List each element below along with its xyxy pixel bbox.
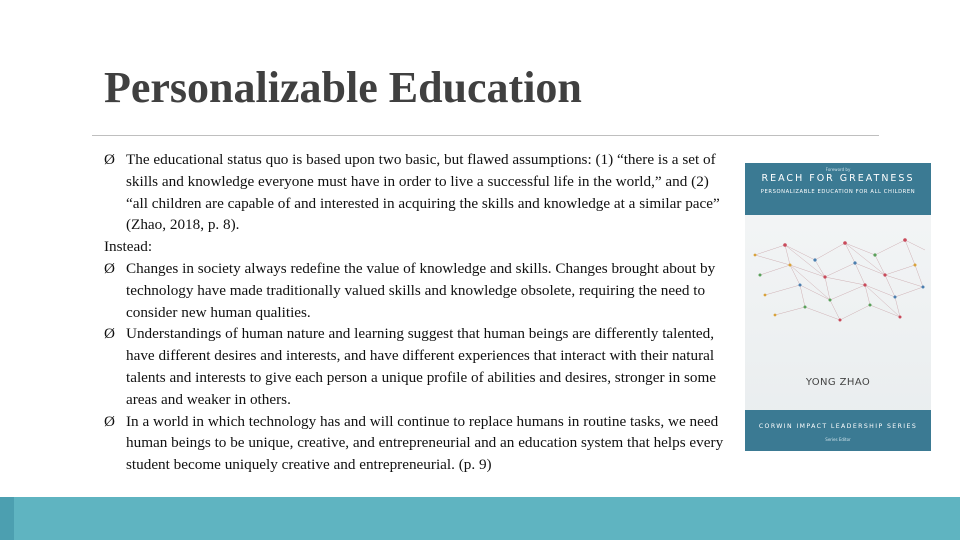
cover-author: YONG ZHAO bbox=[805, 377, 871, 388]
arrow-bullet-icon: Ø bbox=[104, 325, 115, 343]
title-divider bbox=[92, 135, 879, 136]
bullet-society-changes bbox=[104, 258, 734, 323]
bullet-text: Changes in society always redefine the value of knowledge and skills. Changes brought about by technology have made traditionally valued skills and knowledge obsolete, requiring the need to consider new human qualities. bbox=[126, 259, 716, 321]
bullet-status-quo bbox=[104, 149, 734, 236]
cover-foreword-text: Foreword by bbox=[825, 167, 851, 172]
page-title: Personalizable Education bbox=[104, 63, 582, 112]
cover-series-name: CORWIN IMPACT LEADERSHIP SERIES bbox=[758, 423, 918, 430]
bullet-text: Understandings of human nature and learning suggest that human beings are differently talented, have different desires and interests, and have different experiences that interact with their natural talents and interests to give each person a unique profile of abilities and desires, stronger in some areas and weaker in others. bbox=[126, 325, 717, 408]
book-cover-image bbox=[745, 163, 931, 451]
bullet-text: In a world in which technology has and will continue to replace humans in routine tasks, we need human beings to be unique, creative, and entrepreneurial and an education system that helps every student become uniquely creative and entrepreneurial. (p. 9) bbox=[126, 412, 724, 474]
cover-title-band bbox=[745, 163, 931, 215]
cover-title: REACH FOR GREATNESS bbox=[761, 173, 915, 184]
network-illustration bbox=[745, 215, 931, 375]
cover-subtitle: PERSONALIZABLE EDUCATION FOR ALL CHILDREN bbox=[760, 189, 916, 195]
arrow-bullet-icon: Ø bbox=[104, 151, 115, 168]
bullet-human-nature bbox=[104, 323, 734, 410]
cover-series-editor: Series Editor bbox=[825, 437, 851, 442]
instead-label: Instead: bbox=[104, 238, 153, 256]
bullet-technology-world bbox=[104, 411, 734, 476]
footer-accent bbox=[0, 497, 14, 540]
arrow-bullet-icon: Ø bbox=[104, 412, 115, 430]
arrow-bullet-icon: Ø bbox=[104, 259, 115, 277]
cover-series-band bbox=[745, 410, 931, 451]
body-text bbox=[104, 149, 734, 476]
bullet-text: The educational status quo is based upon two basic, but flawed assumptions: (1) “there is a set of skills and knowledge everyone must have in order to live a successful life in the world,” and (2) “all children are capable of and interested in acquiring the skills and knowledge at a similar pace” (Zhao, 2018, p. 8). bbox=[126, 151, 720, 234]
footer-bar bbox=[0, 497, 960, 540]
